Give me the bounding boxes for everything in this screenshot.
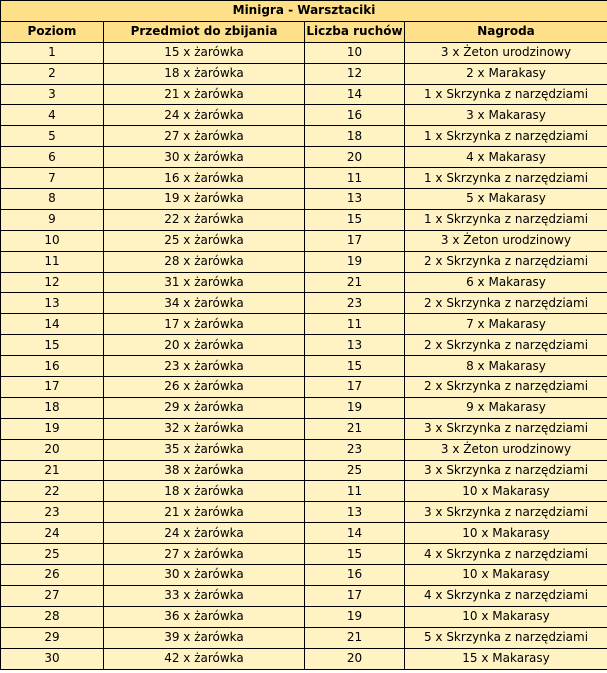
table-row	[1, 63, 607, 84]
cell-moves: 17	[305, 377, 405, 398]
cell-level: 25	[1, 544, 104, 565]
cell-reward: 10 x Makarasy	[405, 565, 607, 586]
cell-item: 17 x żarówka	[104, 314, 305, 335]
cell-level: 24	[1, 523, 104, 544]
cell-reward: 4 x Skrzynka z narzędziami	[405, 544, 607, 565]
cell-item: 16 x żarówka	[104, 168, 305, 189]
cell-moves: 20	[305, 648, 405, 669]
column-header-poziom: Poziom	[1, 21, 104, 42]
cell-moves: 15	[305, 356, 405, 377]
cell-level: 30	[1, 648, 104, 669]
cell-item: 31 x żarówka	[104, 272, 305, 293]
cell-reward: 2 x Skrzynka z narzędziami	[405, 251, 607, 272]
cell-reward: 5 x Makarasy	[405, 189, 607, 210]
cell-moves: 19	[305, 606, 405, 627]
cell-level: 16	[1, 356, 104, 377]
table-row	[1, 585, 607, 606]
cell-reward: 3 x Żeton urodzinowy	[405, 230, 607, 251]
cell-item: 32 x żarówka	[104, 418, 305, 439]
table-row	[1, 356, 607, 377]
cell-item: 20 x żarówka	[104, 335, 305, 356]
cell-reward: 10 x Makarasy	[405, 606, 607, 627]
table-row	[1, 314, 607, 335]
cell-moves: 16	[305, 565, 405, 586]
table-row	[1, 293, 607, 314]
cell-item: 19 x żarówka	[104, 189, 305, 210]
cell-item: 38 x żarówka	[104, 460, 305, 481]
table-row	[1, 189, 607, 210]
table-row	[1, 648, 607, 669]
cell-reward: 3 x Skrzynka z narzędziami	[405, 418, 607, 439]
cell-item: 24 x żarówka	[104, 523, 305, 544]
table-row	[1, 439, 607, 460]
cell-item: 23 x żarówka	[104, 356, 305, 377]
cell-reward: 1 x Skrzynka z narzędziami	[405, 126, 607, 147]
table-row	[1, 481, 607, 502]
cell-level: 1	[1, 42, 104, 63]
cell-moves: 16	[305, 105, 405, 126]
cell-reward: 10 x Makarasy	[405, 481, 607, 502]
cell-moves: 11	[305, 481, 405, 502]
cell-moves: 12	[305, 63, 405, 84]
table-row	[1, 147, 607, 168]
cell-moves: 19	[305, 251, 405, 272]
cell-level: 20	[1, 439, 104, 460]
cell-level: 3	[1, 84, 104, 105]
cell-item: 30 x żarówka	[104, 565, 305, 586]
cell-level: 14	[1, 314, 104, 335]
cell-level: 2	[1, 63, 104, 84]
table-title: Minigra - Warsztaciki	[1, 1, 607, 22]
cell-moves: 11	[305, 168, 405, 189]
cell-item: 24 x żarówka	[104, 105, 305, 126]
cell-level: 11	[1, 251, 104, 272]
cell-item: 33 x żarówka	[104, 585, 305, 606]
table-row	[1, 418, 607, 439]
cell-reward: 6 x Makarasy	[405, 272, 607, 293]
table-row	[1, 42, 607, 63]
table-row	[1, 502, 607, 523]
cell-level: 7	[1, 168, 104, 189]
cell-reward: 9 x Makarasy	[405, 397, 607, 418]
table-row	[1, 230, 607, 251]
cell-moves: 17	[305, 230, 405, 251]
column-header-nagroda: Nagroda	[405, 21, 607, 42]
cell-item: 18 x żarówka	[104, 481, 305, 502]
cell-item: 27 x żarówka	[104, 126, 305, 147]
table-row	[1, 126, 607, 147]
cell-moves: 13	[305, 502, 405, 523]
cell-reward: 1 x Skrzynka z narzędziami	[405, 168, 607, 189]
cell-level: 13	[1, 293, 104, 314]
cell-level: 5	[1, 126, 104, 147]
cell-level: 21	[1, 460, 104, 481]
cell-item: 18 x żarówka	[104, 63, 305, 84]
cell-reward: 2 x Skrzynka z narzędziami	[405, 377, 607, 398]
table-row	[1, 209, 607, 230]
cell-moves: 21	[305, 272, 405, 293]
column-header-liczba-ruchow: Liczba ruchów	[305, 21, 405, 42]
table-row	[1, 523, 607, 544]
table-row	[1, 335, 607, 356]
cell-reward: 3 x Makarasy	[405, 105, 607, 126]
cell-item: 42 x żarówka	[104, 648, 305, 669]
title-row	[1, 1, 607, 22]
cell-moves: 13	[305, 335, 405, 356]
cell-reward: 7 x Makarasy	[405, 314, 607, 335]
cell-moves: 20	[305, 147, 405, 168]
cell-moves: 15	[305, 544, 405, 565]
cell-level: 28	[1, 606, 104, 627]
cell-reward: 8 x Makarasy	[405, 356, 607, 377]
cell-item: 34 x żarówka	[104, 293, 305, 314]
table-body	[1, 42, 607, 669]
cell-item: 25 x żarówka	[104, 230, 305, 251]
cell-moves: 15	[305, 209, 405, 230]
cell-level: 8	[1, 189, 104, 210]
table-row	[1, 84, 607, 105]
table-row	[1, 606, 607, 627]
cell-reward: 2 x Skrzynka z narzędziami	[405, 335, 607, 356]
cell-moves: 21	[305, 627, 405, 648]
cell-level: 12	[1, 272, 104, 293]
cell-moves: 11	[305, 314, 405, 335]
cell-item: 21 x żarówka	[104, 502, 305, 523]
cell-moves: 23	[305, 439, 405, 460]
cell-level: 23	[1, 502, 104, 523]
cell-reward: 1 x Skrzynka z narzędziami	[405, 209, 607, 230]
cell-moves: 14	[305, 523, 405, 544]
cell-level: 15	[1, 335, 104, 356]
table-row	[1, 272, 607, 293]
cell-moves: 14	[305, 84, 405, 105]
cell-reward: 2 x Skrzynka z narzędziami	[405, 293, 607, 314]
cell-level: 19	[1, 418, 104, 439]
cell-moves: 10	[305, 42, 405, 63]
cell-item: 39 x żarówka	[104, 627, 305, 648]
cell-level: 9	[1, 209, 104, 230]
cell-reward: 3 x Skrzynka z narzędziami	[405, 460, 607, 481]
cell-level: 26	[1, 565, 104, 586]
table-row	[1, 627, 607, 648]
cell-level: 22	[1, 481, 104, 502]
table-row	[1, 544, 607, 565]
cell-item: 27 x żarówka	[104, 544, 305, 565]
cell-reward: 5 x Skrzynka z narzędziami	[405, 627, 607, 648]
cell-item: 29 x żarówka	[104, 397, 305, 418]
table-row	[1, 168, 607, 189]
cell-moves: 17	[305, 585, 405, 606]
cell-moves: 13	[305, 189, 405, 210]
cell-item: 21 x żarówka	[104, 84, 305, 105]
cell-level: 10	[1, 230, 104, 251]
cell-reward: 1 x Skrzynka z narzędziami	[405, 84, 607, 105]
cell-item: 28 x żarówka	[104, 251, 305, 272]
cell-item: 15 x żarówka	[104, 42, 305, 63]
cell-reward: 10 x Makarasy	[405, 523, 607, 544]
cell-reward: 4 x Skrzynka z narzędziami	[405, 585, 607, 606]
cell-level: 6	[1, 147, 104, 168]
table-row	[1, 105, 607, 126]
cell-reward: 3 x Żeton urodzinowy	[405, 42, 607, 63]
cell-reward: 15 x Makarasy	[405, 648, 607, 669]
table-row	[1, 397, 607, 418]
cell-item: 26 x żarówka	[104, 377, 305, 398]
table-row	[1, 565, 607, 586]
table-row	[1, 251, 607, 272]
cell-moves: 18	[305, 126, 405, 147]
cell-item: 22 x żarówka	[104, 209, 305, 230]
cell-level: 27	[1, 585, 104, 606]
column-header-przedmiot: Przedmiot do zbijania	[104, 21, 305, 42]
cell-reward: 3 x Żeton urodzinowy	[405, 439, 607, 460]
cell-item: 36 x żarówka	[104, 606, 305, 627]
cell-moves: 25	[305, 460, 405, 481]
cell-moves: 23	[305, 293, 405, 314]
table-row	[1, 460, 607, 481]
table-row	[1, 377, 607, 398]
cell-level: 29	[1, 627, 104, 648]
header-row	[1, 21, 607, 42]
cell-level: 18	[1, 397, 104, 418]
cell-item: 30 x żarówka	[104, 147, 305, 168]
cell-reward: 2 x Marakasy	[405, 63, 607, 84]
cell-level: 4	[1, 105, 104, 126]
cell-moves: 21	[305, 418, 405, 439]
cell-level: 17	[1, 377, 104, 398]
cell-moves: 19	[305, 397, 405, 418]
cell-reward: 4 x Makarasy	[405, 147, 607, 168]
cell-item: 35 x żarówka	[104, 439, 305, 460]
cell-reward: 3 x Skrzynka z narzędziami	[405, 502, 607, 523]
